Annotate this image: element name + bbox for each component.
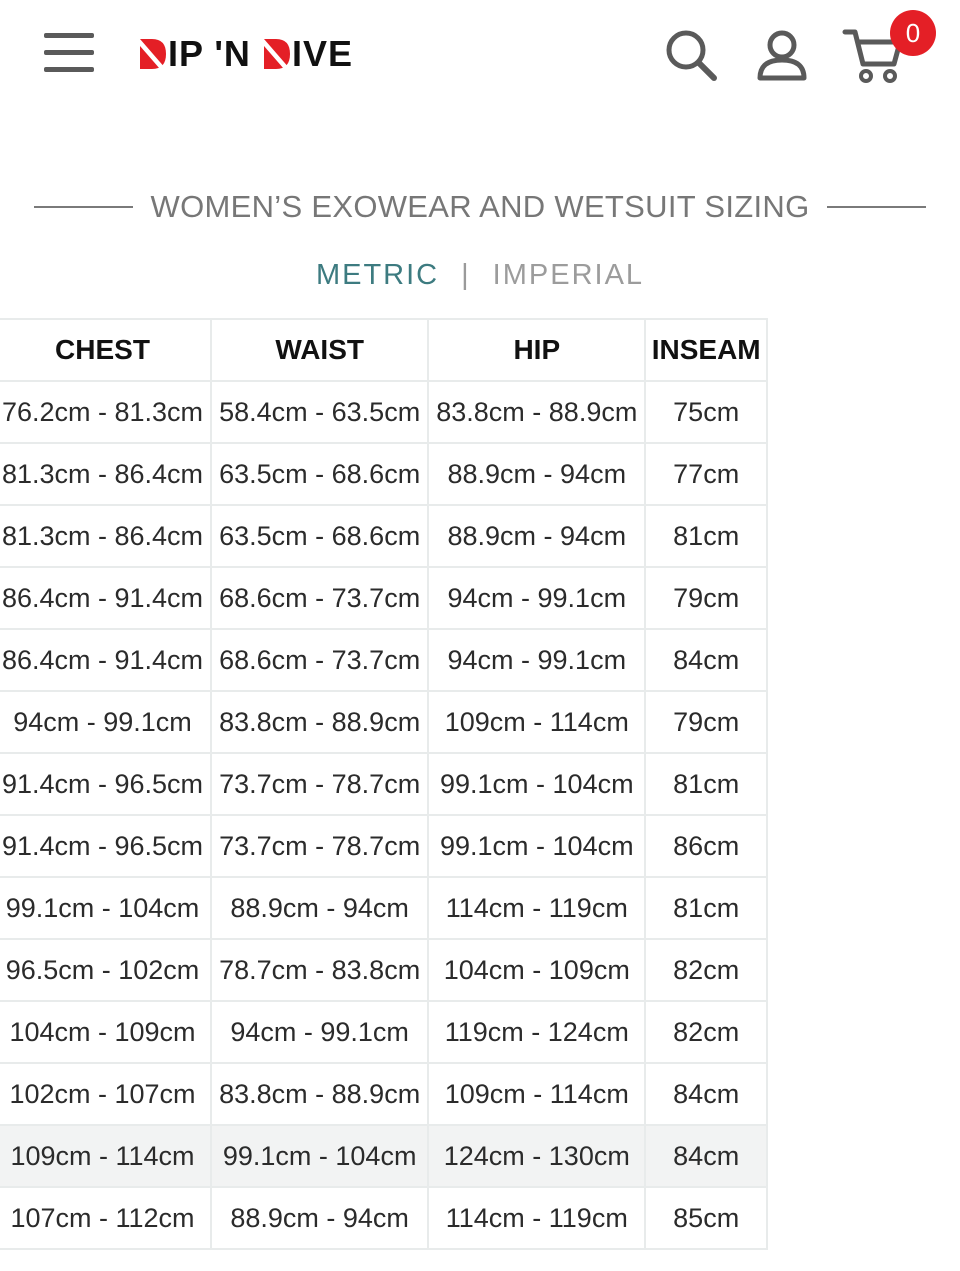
table-cell-chest: 96.5cm - 102cm [0,939,211,1001]
table-header-row [0,319,767,381]
site-header [0,0,960,110]
table-cell-waist: 58.4cm - 63.5cm [211,381,428,443]
table-cell-hip: 83.8cm - 88.9cm [428,381,645,443]
user-icon[interactable] [755,28,809,82]
table-row [0,877,767,939]
table-cell-chest: 107cm - 112cm [0,1187,211,1249]
table-row [0,1001,767,1063]
table-cell-inseam: 79cm [645,567,767,629]
table-row [0,629,767,691]
table-cell-inseam: 86cm [645,815,767,877]
column-header-inseam: INSEAM [645,319,767,381]
table-cell-hip: 94cm - 99.1cm [428,629,645,691]
table-cell-hip: 109cm - 114cm [428,691,645,753]
table-cell-chest: 81.3cm - 86.4cm [0,505,211,567]
table-cell-waist: 68.6cm - 73.7cm [211,567,428,629]
table-row [0,505,767,567]
table-cell-waist: 88.9cm - 94cm [211,1187,428,1249]
table-cell-inseam: 81cm [645,505,767,567]
table-cell-waist: 88.9cm - 94cm [211,877,428,939]
table-cell-hip: 88.9cm - 94cm [428,443,645,505]
table-cell-chest: 91.4cm - 96.5cm [0,815,211,877]
table-cell-inseam: 85cm [645,1187,767,1249]
search-icon[interactable] [664,28,718,82]
table-cell-inseam: 81cm [645,753,767,815]
brand-logo[interactable] [138,30,353,78]
table-cell-chest: 104cm - 109cm [0,1001,211,1063]
table-cell-chest: 102cm - 107cm [0,1063,211,1125]
dive-flag-icon [138,37,168,71]
table-cell-hip: 104cm - 109cm [428,939,645,1001]
table-row [0,1187,767,1249]
table-row [0,381,767,443]
table-cell-chest: 91.4cm - 96.5cm [0,753,211,815]
column-header-hip: HIP [428,319,645,381]
table-cell-hip: 109cm - 114cm [428,1063,645,1125]
table-cell-inseam: 82cm [645,1001,767,1063]
table-cell-inseam: 84cm [645,1063,767,1125]
table-cell-hip: 124cm - 130cm [428,1125,645,1187]
table-cell-chest: 76.2cm - 81.3cm [0,381,211,443]
table-cell-hip: 99.1cm - 104cm [428,753,645,815]
table-cell-waist: 73.7cm - 78.7cm [211,815,428,877]
size-table [0,318,768,1250]
table-cell-chest: 109cm - 114cm [0,1125,211,1187]
size-table-scroll[interactable] [1,318,926,1248]
logo-text-2: IVE [291,33,353,74]
dive-flag-icon [262,37,292,71]
table-cell-inseam: 77cm [645,443,767,505]
table-row [0,443,767,505]
table-cell-inseam: 84cm [645,629,767,691]
table-cell-chest: 86.4cm - 91.4cm [0,629,211,691]
table-cell-inseam: 81cm [645,877,767,939]
table-cell-hip: 94cm - 99.1cm [428,567,645,629]
table-cell-waist: 99.1cm - 104cm [211,1125,428,1187]
table-cell-chest: 86.4cm - 91.4cm [0,567,211,629]
table-cell-hip: 88.9cm - 94cm [428,505,645,567]
page-title: WOMEN’S EXOWEAR AND WETSUIT SIZING [150,189,810,224]
table-cell-inseam: 75cm [645,381,767,443]
table-cell-waist: 83.8cm - 88.9cm [211,691,428,753]
column-header-chest: CHEST [0,319,211,381]
table-cell-waist: 78.7cm - 83.8cm [211,939,428,1001]
table-cell-inseam: 79cm [645,691,767,753]
table-cell-waist: 73.7cm - 78.7cm [211,753,428,815]
table-cell-hip: 119cm - 124cm [428,1001,645,1063]
section-title-row [34,180,926,234]
table-cell-waist: 83.8cm - 88.9cm [211,1063,428,1125]
cart-count-badge: 0 [890,10,936,56]
table-cell-chest: 99.1cm - 104cm [0,877,211,939]
table-row [0,815,767,877]
table-row [0,567,767,629]
title-divider-left [34,206,133,208]
column-header-waist: WAIST [211,319,428,381]
table-cell-chest: 94cm - 99.1cm [0,691,211,753]
table-row [0,1063,767,1125]
menu-icon[interactable] [44,33,96,75]
unit-toggle [0,252,960,298]
table-cell-hip: 114cm - 119cm [428,1187,645,1249]
table-cell-inseam: 84cm [645,1125,767,1187]
table-cell-waist: 63.5cm - 68.6cm [211,505,428,567]
title-divider-right [827,206,926,208]
table-row [0,1125,767,1187]
table-cell-hip: 114cm - 119cm [428,877,645,939]
logo-text-1: IP 'N [168,33,262,74]
table-cell-waist: 63.5cm - 68.6cm [211,443,428,505]
metric-tab[interactable]: METRIC [315,258,440,291]
table-cell-chest: 81.3cm - 86.4cm [0,443,211,505]
table-row [0,753,767,815]
table-row [0,691,767,753]
unit-separator: | [461,258,471,291]
table-row [0,939,767,1001]
table-cell-waist: 68.6cm - 73.7cm [211,629,428,691]
table-cell-waist: 94cm - 99.1cm [211,1001,428,1063]
imperial-tab[interactable]: IMPERIAL [492,258,645,291]
table-cell-hip: 99.1cm - 104cm [428,815,645,877]
table-cell-inseam: 82cm [645,939,767,1001]
